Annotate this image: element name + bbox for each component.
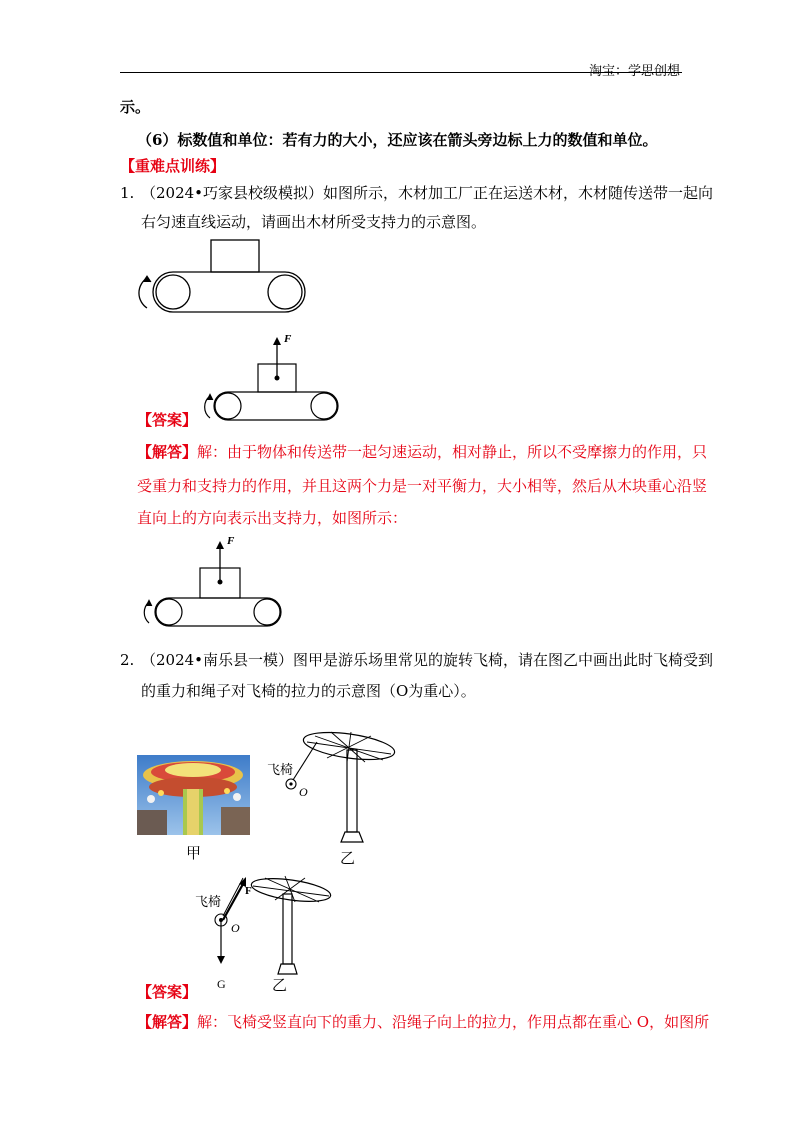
photo-caption: 甲 (186, 844, 202, 862)
force-g-label: G (217, 977, 226, 991)
q2-answer-label: 【答案】 (137, 983, 198, 1001)
q2-number: 2. (120, 651, 135, 669)
chair-label: 飞椅 (267, 763, 294, 778)
rotation-arrow-icon (139, 278, 147, 308)
swing-ride-photo (137, 755, 250, 835)
answer-chair-label: 飞椅 (195, 895, 222, 910)
left-roller (156, 275, 190, 309)
q1-line-1: （2024•巧家县校级模拟）如图所示，木材加工厂正在运送木材，木材随传送带一起向 (141, 184, 714, 202)
q2-line-2: 的重力和绳子对飞椅的拉力的示意图（O为重心）。 (141, 682, 476, 700)
q2-line-1: （2024•南乐县一模）图甲是游乐场里常见的旋转飞椅，请在图乙中画出此时飞椅受到 (141, 651, 714, 669)
q1-conveyor-diagram (135, 232, 315, 322)
answer-center-o-label: O (231, 921, 240, 935)
diagram-caption: 乙 (340, 849, 356, 867)
explain-force-f-label: F (227, 535, 235, 547)
center-o-label: O (299, 785, 308, 799)
q1-explain-line-3: 直向上的方向表示出支持力，如图所示： (137, 509, 408, 527)
header-rule (120, 72, 682, 73)
q1-explain-line-1: 解：由于物体和传送带一起匀速运动，相对静止，所以不受摩擦力的作用，只 (197, 443, 708, 461)
answer-diagram-caption: 乙 (272, 976, 288, 994)
q1-explain-line-2: 受重力和支持力的作用，并且这两个力是一对平衡力，大小相等，然后从木块重心沿竖 (137, 477, 708, 495)
page-header: 淘宝：学思创想 (588, 64, 680, 79)
q1-answer-diagram (198, 330, 338, 425)
swing-chair-diagram (255, 728, 395, 848)
q1-line-2: 右匀速直线运动，请画出木材所受支持力的示意图。 (141, 213, 487, 231)
intro-line-1: 示。 (120, 98, 151, 116)
force-f-label: F (284, 333, 292, 345)
q1-explain-tag: 【解答】 (137, 443, 198, 461)
q1-explain-diagram (137, 530, 297, 630)
tension-force-arrow (223, 884, 243, 920)
intro-line-2: （6）标数值和单位：若有力的大小，还应该在箭头旁边标上力的数值和单位。 (137, 131, 658, 149)
answer-force-f-label: F (245, 885, 252, 897)
right-roller (268, 275, 302, 309)
q1-answer-label: 【答案】 (137, 411, 198, 429)
q2-answer-diagram (195, 870, 345, 990)
section-title: 【重难点训练】 (120, 157, 226, 175)
q2-explain-tag: 【解答】 (137, 1013, 198, 1031)
wood-block (211, 240, 259, 272)
q1-number: 1. (120, 184, 135, 202)
q2-explain-line-1: 解：飞椅受竖直向下的重力、沿绳子向上的拉力，作用点都在重心 O，如图所 (197, 1013, 710, 1031)
